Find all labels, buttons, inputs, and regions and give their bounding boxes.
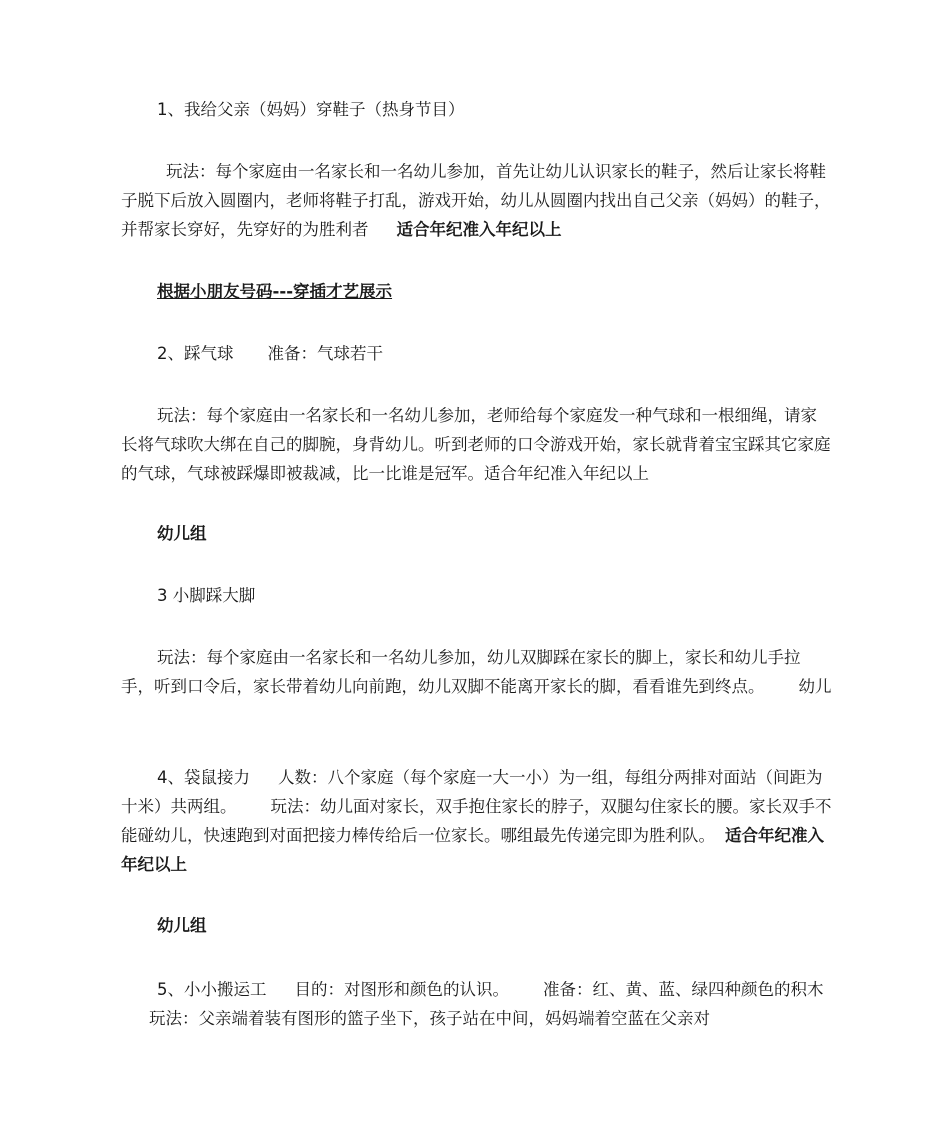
item-5-rules-text: 玩法：父亲端着装有图形的篮子坐下，孩子站在中间，妈妈端着空蓝在父亲对: [149, 1009, 710, 1028]
talent-show-note: [121, 277, 833, 306]
item-5-title-text: 5、小小搬运工: [157, 980, 267, 999]
item-2-prep-text: 准备：气球若干: [267, 344, 383, 363]
item-1-age-note: 适合年纪准入年纪以上: [396, 220, 562, 239]
item-3-description: [121, 643, 833, 701]
item-1-title-text: 1、我给父亲（妈妈）穿鞋子（热身节目）: [157, 100, 465, 119]
item-4-title-text: 4、袋鼠接力: [157, 768, 250, 787]
item-3-title-text: 3 小脚踩大脚: [157, 586, 256, 605]
item-2-title: [121, 339, 833, 368]
item-2-rules-text: 玩法：每个家庭由一名家长和一名幼儿参加，老师给每个家庭发一种气球和一根细绳，请家长将气球吹大绑在自己的脚腕，身背幼儿。听到老师的口令游戏开始，家长就背着宝宝踩其它家庭的气球，气球被踩爆即被裁减，比一比谁是冠军。适合年纪准入年纪以上: [121, 406, 831, 483]
group-heading-1-text: 幼儿组: [157, 524, 207, 543]
group-heading-1: [121, 519, 833, 548]
item-3-title: [121, 581, 833, 610]
item-2-description: [121, 401, 833, 488]
item-5-goal-text: 目的：对图形和颜色的认识。: [294, 980, 509, 999]
item-1-title: [121, 95, 833, 124]
item-5-prep-text: 准备：红、黄、蓝、绿四种颜色的积木: [543, 980, 824, 999]
item-5-description: [121, 975, 833, 1033]
item-4-description: [121, 763, 833, 879]
item-2-title-text: 2、踩气球: [157, 344, 234, 363]
item-4-people-text: 人数：八个家庭（每个家庭一大一小）为一组，每组分两排对面站（间距为十米）共两组。: [121, 768, 823, 816]
item-1-description: [121, 157, 833, 244]
talent-show-note-text: 根据小朋友号码---穿插才艺展示: [157, 282, 393, 301]
group-heading-2-text: 幼儿组: [157, 916, 207, 935]
item-3-group-note: 幼儿: [798, 677, 832, 696]
item-1-rules-text: 玩法：每个家庭由一名家长和一名幼儿参加，首先让幼儿认识家长的鞋子，然后让家长将鞋子脱下后放入圆圈内，老师将鞋子打乱，游戏开始，幼儿从圆圈内找出自己父亲（妈妈）的鞋子，并帮家长穿好，先穿好的为胜利者: [121, 162, 831, 239]
item-4-rules-text: 玩法：幼儿面对家长，双手抱住家长的脖子，双腿勾住家长的腰。家长双手不能碰幼儿，快速跑到对面把接力棒传给后一位家长。哪组最先传递完即为胜利队。: [121, 797, 832, 845]
group-heading-2: [121, 911, 833, 940]
item-4-age-note: 适合年纪准入年纪以上: [121, 826, 824, 874]
item-3-rules-text: 玩法：每个家庭由一名家长和一名幼儿参加，幼儿双脚踩在家长的脚上，家长和幼儿手拉手，听到口令后，家长带着幼儿向前跑，幼儿双脚不能离开家长的脚，看看谁先到终点。: [121, 648, 801, 696]
